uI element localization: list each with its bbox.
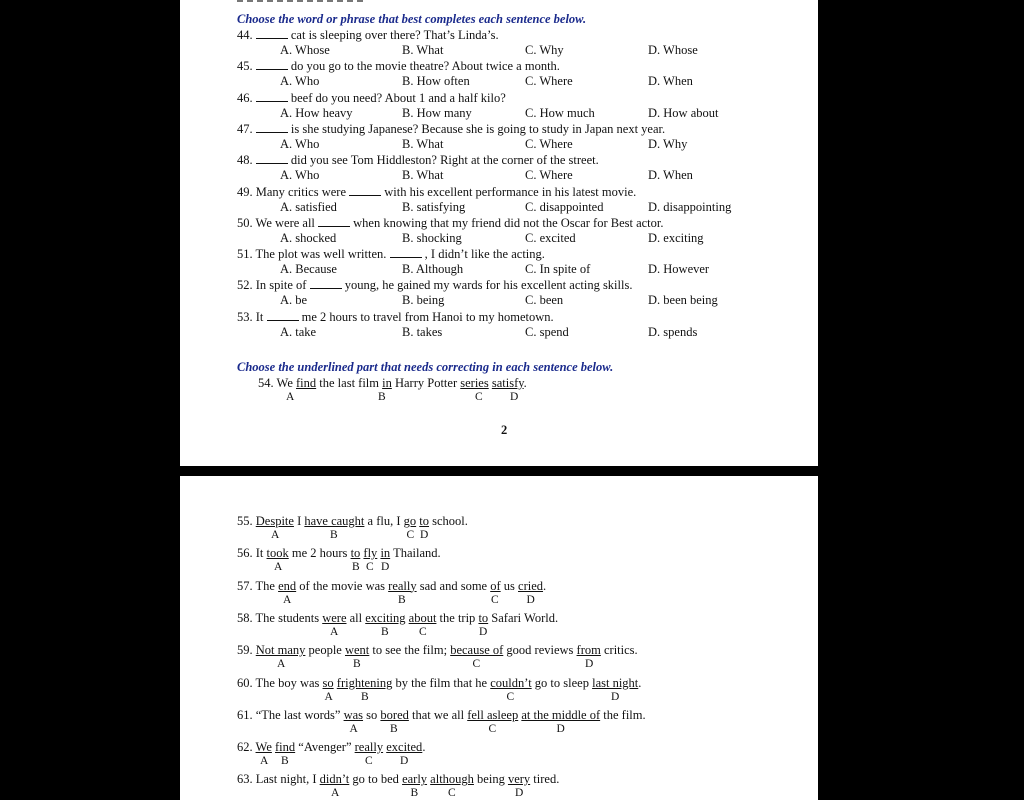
underlined-part-b[interactable]: really [388, 578, 417, 593]
answer-blank[interactable] [310, 278, 342, 289]
question-text: We were all [255, 215, 319, 230]
question-54: 54. We find the last film in Harry Potter series satisfy. [258, 376, 527, 390]
answer-letter-b: B [361, 690, 369, 703]
answer-letter-a: A [274, 561, 283, 574]
option-a[interactable]: A. Who [280, 74, 320, 89]
underlined-part-a[interactable]: was [343, 707, 364, 722]
option-c[interactable]: C. How much [525, 105, 595, 120]
answer-letter-c: C [366, 561, 374, 574]
sentence-text: the film. [600, 707, 646, 722]
option-a[interactable]: A. Whose [280, 43, 330, 57]
section2-heading: Choose the underlined part that needs correcting in each sentence below. [237, 360, 614, 374]
question-number: 53. [237, 309, 256, 324]
question-63 [237, 772, 559, 786]
underlined-part-a[interactable]: end [278, 578, 297, 593]
sentence-text: to see the film; [369, 643, 451, 658]
worksheet-page-1 [180, 0, 818, 466]
answer-letter-d: D [611, 690, 620, 703]
option-d[interactable]: D. When [648, 168, 693, 183]
answer-letter-c: C [419, 625, 427, 638]
answer-letter-a: A [349, 722, 358, 735]
underlined-part-d[interactable]: to [419, 514, 429, 528]
question-number: 51. [237, 247, 256, 262]
worksheet-page-2 [180, 476, 818, 800]
underlined-part-a[interactable]: didn’t [319, 772, 350, 787]
answer-letter-c: C [491, 593, 499, 606]
question-44 [237, 28, 499, 42]
option-d[interactable]: D. However [648, 262, 710, 277]
option-b[interactable]: B. shocking [402, 230, 462, 245]
answer-blank[interactable] [256, 153, 288, 164]
sentence-text: so [363, 707, 381, 722]
sentence-text: The [255, 578, 279, 593]
q54-letter-b: B [378, 391, 386, 403]
sentence-text: go to sleep [531, 675, 593, 690]
answer-letter-a: A [330, 625, 339, 638]
underlined-part-c[interactable]: couldn’t [490, 675, 532, 690]
sentence-text: good reviews [503, 643, 577, 658]
option-a[interactable]: A. take [280, 324, 317, 339]
sentence-text: . [638, 675, 642, 690]
answer-letter-a: A [271, 529, 280, 541]
underlined-part-d[interactable]: from [576, 643, 601, 658]
sentence-text: I [293, 514, 305, 528]
answer-letter-b: B [352, 561, 360, 574]
underlined-part-a[interactable]: Despite [255, 514, 294, 528]
answer-letter-c: C [406, 529, 415, 541]
question-text: with his excellent performance in his latest movie. [381, 184, 637, 199]
answer-letter-c: C [506, 690, 515, 703]
sentence-text: the trip [436, 610, 479, 625]
answer-letter-d: D [556, 722, 565, 735]
question-62 [237, 740, 425, 754]
option-a[interactable]: A. Who [280, 168, 320, 183]
option-d[interactable]: D. Whose [648, 43, 698, 57]
question-text: It [255, 309, 267, 324]
question-46 [237, 91, 506, 105]
answer-blank[interactable] [256, 122, 288, 133]
question-51 [237, 247, 545, 261]
option-c[interactable]: C. In spite of [525, 262, 591, 277]
question-50 [237, 216, 664, 230]
underlined-part-d[interactable]: very [507, 772, 531, 787]
sentence-text: critics. [600, 643, 638, 658]
option-c[interactable]: C. Where [525, 136, 573, 151]
answer-letter-b: B [390, 722, 398, 735]
sentence-text: being [473, 772, 508, 787]
question-61 [237, 708, 646, 722]
sentence-text: “The last words” [255, 707, 344, 722]
underlined-part-d[interactable]: to [478, 610, 489, 625]
answer-blank[interactable] [349, 185, 381, 196]
answer-letter-d: D [515, 787, 524, 800]
answer-letter-d: D [585, 658, 594, 671]
option-b[interactable]: B. satisfying [402, 199, 466, 214]
sentence-text: school. [429, 514, 468, 528]
underlined-part-b[interactable]: have caught [304, 514, 365, 528]
question-text: young, he gained my wards for his excellent acting skills. [341, 278, 633, 293]
sentence-text: “Avenger” [295, 740, 355, 755]
underlined-part-b[interactable]: exciting [365, 610, 406, 625]
q54-letter-c: C [475, 391, 483, 403]
section1-heading: Choose the word or phrase that best completes each sentence below. [237, 12, 587, 26]
question-number: 46. [237, 90, 256, 105]
option-d[interactable]: D. When [648, 74, 693, 89]
question-number: 48. [237, 153, 256, 168]
answer-letter-c: C [448, 787, 456, 800]
question-number: 57. [237, 578, 256, 593]
sentence-text: of the movie was [296, 578, 389, 593]
option-d[interactable]: D. How about [648, 105, 719, 120]
answer-blank[interactable] [318, 216, 350, 227]
question-number: 61. [237, 707, 256, 722]
underlined-part-b[interactable]: went [344, 643, 370, 658]
question-49 [237, 185, 636, 199]
sentence-text: Last night, I [255, 772, 320, 787]
sentence-text: that we all [408, 707, 468, 722]
question-number: 52. [237, 278, 256, 293]
option-d[interactable]: D. disappointing [648, 199, 732, 214]
option-b[interactable]: B. What [402, 168, 444, 183]
option-b[interactable]: B. Although [402, 262, 464, 277]
underlined-part-c[interactable]: really [354, 740, 384, 755]
question-number: 59. [237, 643, 256, 658]
option-a[interactable]: A. satisfied [280, 199, 337, 214]
question-text: cat is sleeping over there? That’s Linda’s. [287, 28, 499, 42]
underlined-part-a[interactable]: so [322, 675, 334, 690]
underlined-part-a[interactable]: We [255, 740, 272, 755]
underlined-part-c[interactable]: about [408, 610, 437, 625]
question-text: is she studying Japanese? Because she is going to study in Japan next year. [287, 121, 666, 136]
underlined-part-d[interactable]: at the middle of [521, 707, 601, 722]
sentence-text: Safari World. [488, 610, 559, 625]
sentence-text: Thailand. [390, 546, 441, 561]
answer-letter-c: C [365, 755, 373, 768]
option-c[interactable]: C. Where [525, 74, 573, 89]
underlined-part-c[interactable]: fly [363, 546, 378, 561]
underlined-part-d[interactable]: in [380, 546, 391, 561]
answer-letter-d: D [526, 593, 535, 606]
question-60 [237, 676, 641, 690]
answer-letter-b: B [381, 625, 389, 638]
option-d[interactable]: D. been being [648, 293, 718, 308]
sentence-text: tired. [530, 772, 560, 787]
answer-letter-a: A [277, 658, 286, 671]
sentence-text: . [543, 578, 547, 593]
answer-letter-b: B [398, 593, 406, 606]
sentence-text: people [305, 643, 345, 658]
answer-letter-d: D [381, 561, 390, 574]
answer-letter-c: C [472, 658, 481, 671]
option-c[interactable]: C. been [525, 293, 564, 308]
sentence-text: It [255, 546, 267, 561]
answer-letter-d: D [479, 625, 488, 638]
answer-letter-a: A [260, 755, 269, 768]
underlined-part-c[interactable]: go [403, 514, 417, 528]
underlined-part-d[interactable]: last night [592, 675, 639, 690]
sentence-text: all [346, 610, 366, 625]
question-number: 60. [237, 675, 256, 690]
question-number: 56. [237, 546, 256, 561]
question-number: 49. [237, 184, 256, 199]
question-56 [237, 546, 441, 560]
question-47 [237, 122, 665, 136]
option-a[interactable]: A. be [280, 293, 308, 308]
answer-letter-a: A [283, 593, 292, 606]
answer-letter-a: A [324, 690, 333, 703]
answer-letter-d: D [420, 529, 429, 541]
question-53 [237, 310, 554, 324]
option-c[interactable]: C. Where [525, 168, 573, 183]
option-c[interactable]: C. Why [525, 43, 564, 57]
q54-letter-d: D [510, 391, 519, 403]
page-number: 2 [501, 423, 508, 437]
underlined-part-d[interactable]: excited [386, 740, 423, 755]
option-b[interactable]: B. How often [402, 74, 470, 89]
answer-letter-b: B [281, 755, 289, 768]
underlined-part-c[interactable]: although [430, 772, 474, 787]
question-text: did you see Tom Hiddleston? Right at the corner of the street. [287, 153, 599, 168]
underlined-part-b[interactable]: find [275, 740, 296, 755]
question-text: The plot was well written. [255, 247, 390, 262]
option-b[interactable]: B. What [402, 43, 444, 57]
question-45 [237, 59, 560, 73]
question-58 [237, 611, 558, 625]
sentence-text: sad and some [416, 578, 491, 593]
option-a[interactable]: A. shocked [280, 230, 337, 245]
answer-letter-b: B [330, 529, 338, 541]
top-divider [237, 0, 363, 2]
question-text: , I didn’t like the acting. [421, 247, 545, 262]
option-d[interactable]: D. spends [648, 324, 698, 339]
sentence-text: The students [255, 610, 323, 625]
option-a[interactable]: A. Who [280, 136, 320, 151]
answer-blank[interactable] [256, 59, 288, 70]
option-a[interactable]: A. Because [280, 262, 337, 277]
question-57 [237, 579, 546, 593]
answer-blank[interactable] [256, 28, 288, 39]
sentence-text: a flu, I [364, 514, 404, 528]
question-text: when knowing that my friend did not the Oscar for Best actor. [350, 215, 664, 230]
question-text: Many critics were [255, 184, 350, 199]
question-text: beef do you need? About 1 and a half kilo? [287, 90, 506, 105]
question-number: 63. [237, 772, 256, 787]
option-a[interactable]: A. How heavy [280, 105, 353, 120]
answer-blank[interactable] [390, 247, 422, 258]
question-number: 62. [237, 740, 256, 755]
underlined-part-b[interactable]: bored [380, 707, 409, 722]
underlined-part-b[interactable]: to [350, 546, 361, 561]
answer-blank[interactable] [256, 91, 288, 102]
underlined-part-c[interactable]: of [490, 578, 501, 593]
q54-letter-a: A [286, 391, 295, 403]
answer-letter-a: A [331, 787, 340, 800]
sentence-text: . [422, 740, 426, 755]
option-c[interactable]: C. excited [525, 230, 576, 245]
question-number: 45. [237, 59, 256, 74]
answer-letter-d: D [400, 755, 409, 768]
sentence-text: The boy was [255, 675, 323, 690]
underlined-part-d[interactable]: cried [518, 578, 544, 593]
option-d[interactable]: D. Why [648, 136, 688, 151]
question-48 [237, 153, 599, 167]
question-number: 55. [237, 514, 256, 528]
sentence-text: by the film that he [392, 675, 491, 690]
underlined-part-a[interactable]: took [266, 546, 289, 561]
question-55 [237, 514, 468, 528]
option-c[interactable]: C. disappointed [525, 199, 604, 214]
underlined-part-a[interactable]: were [322, 610, 347, 625]
underlined-part-b[interactable]: frightening [336, 675, 393, 690]
answer-blank[interactable] [267, 310, 299, 321]
option-b[interactable]: B. How many [402, 105, 472, 120]
option-b[interactable]: B. What [402, 136, 444, 151]
question-number: 44. [237, 28, 256, 42]
question-59 [237, 643, 638, 657]
underlined-part-c[interactable]: fell asleep [467, 707, 519, 722]
underlined-part-b[interactable]: early [402, 772, 428, 787]
underlined-part-c[interactable]: because of [450, 643, 504, 658]
option-c[interactable]: C. spend [525, 324, 569, 339]
question-text: me 2 hours to travel from Hanoi to my hometown. [298, 309, 554, 324]
sentence-text: us [500, 578, 519, 593]
question-text: In spite of [255, 278, 310, 293]
answer-letter-c: C [488, 722, 497, 735]
sentence-text: me 2 hours [288, 546, 351, 561]
question-number: 47. [237, 121, 256, 136]
sentence-text: go to bed [349, 772, 403, 787]
question-text: do you go to the movie theatre? About twice a month. [287, 59, 560, 74]
option-b[interactable]: B. takes [402, 324, 443, 339]
option-d[interactable]: D. exciting [648, 230, 704, 245]
answer-letter-b: B [353, 658, 361, 671]
answer-letter-b: B [410, 787, 419, 800]
underlined-part-a[interactable]: Not many [255, 643, 306, 658]
question-number: 58. [237, 610, 256, 625]
question-52 [237, 278, 632, 292]
question-number: 50. [237, 215, 256, 230]
option-b[interactable]: B. being [402, 293, 445, 308]
